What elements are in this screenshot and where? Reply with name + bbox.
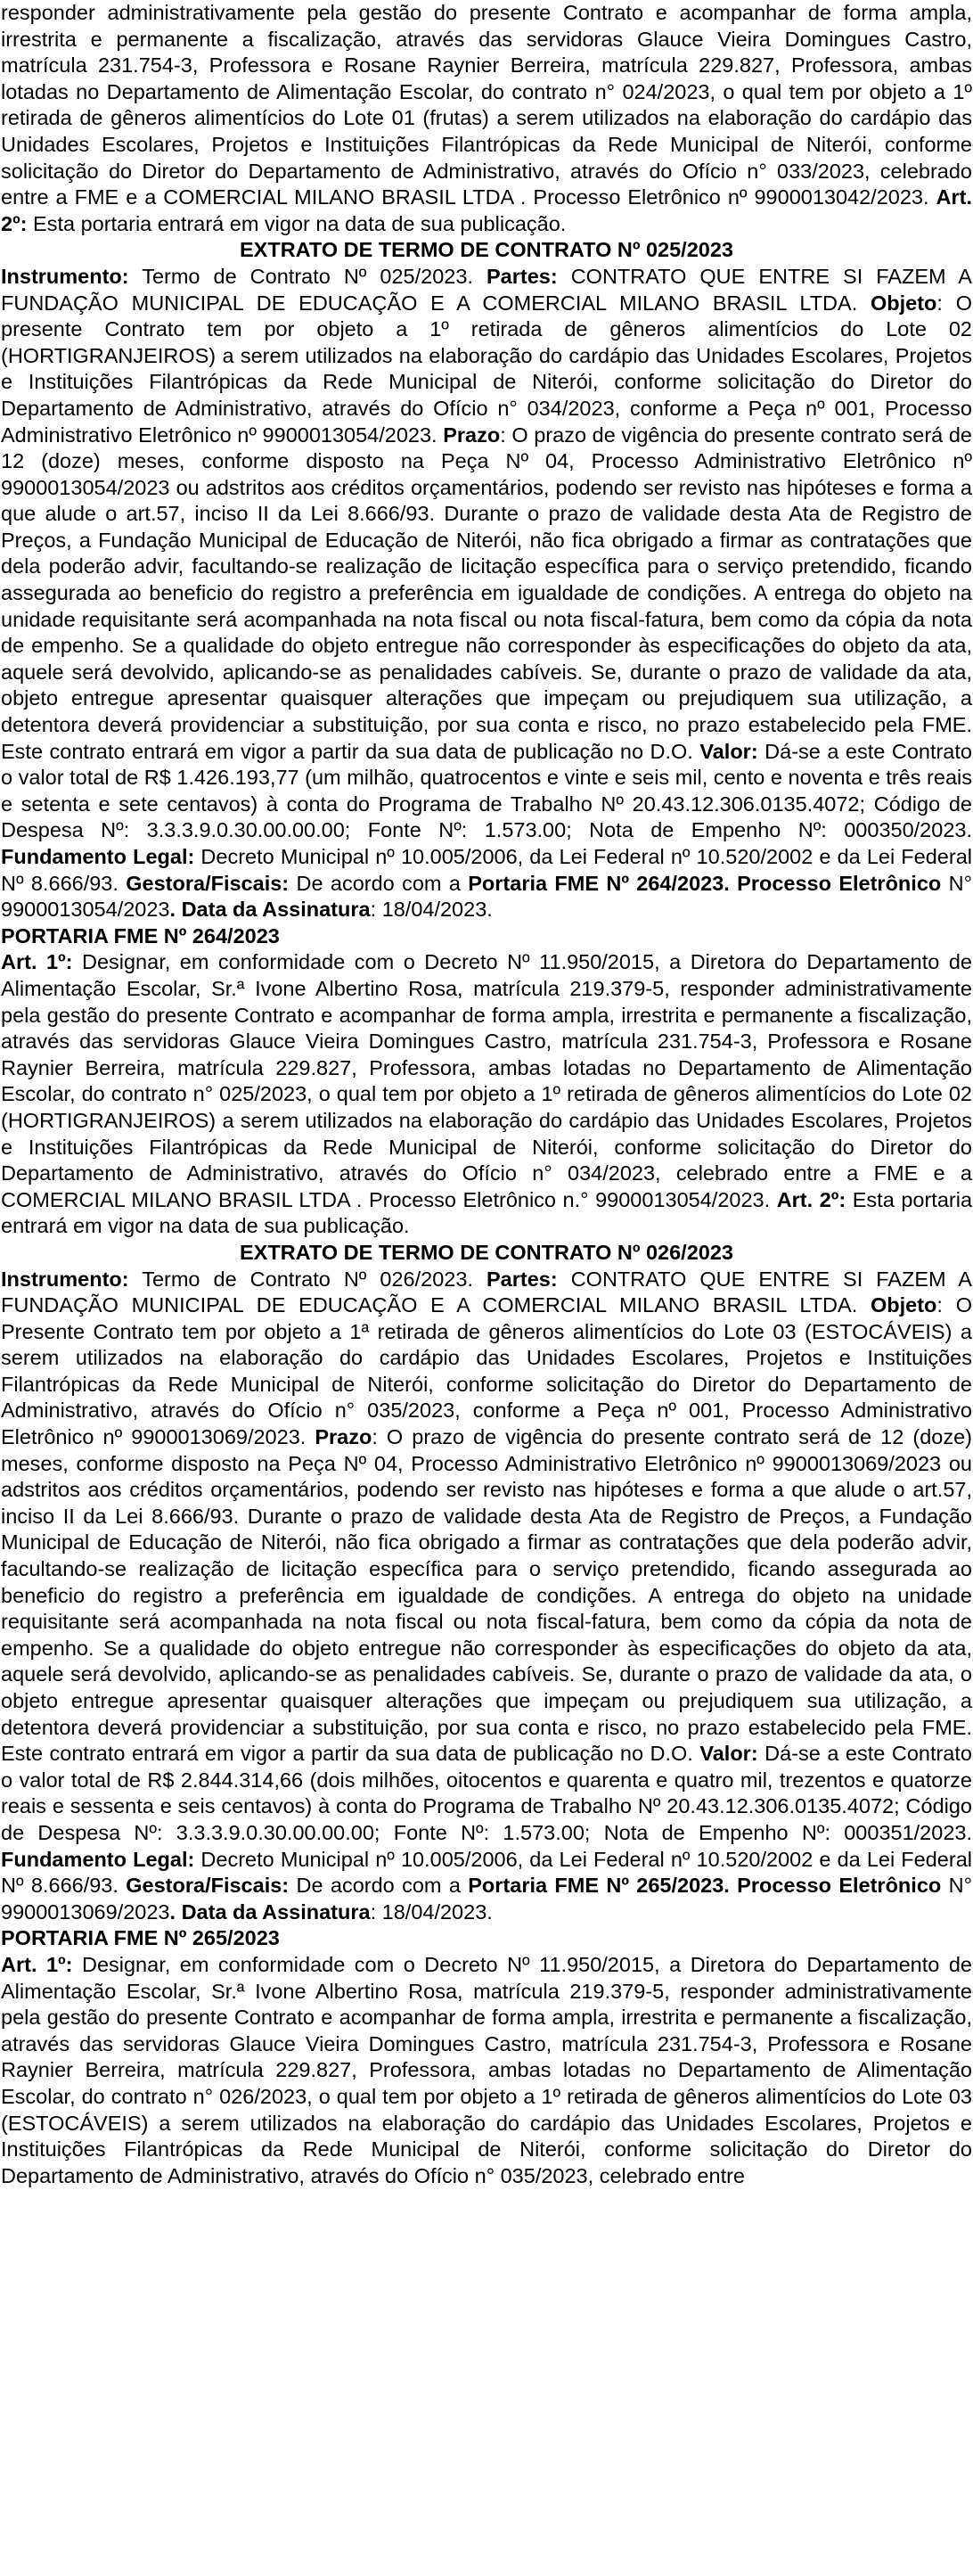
bold-label: Objeto (871, 291, 937, 315)
bold-label: Portaria FME Nº 264/2023. Processo Eletrônico (468, 871, 942, 895)
bold-label: Art. 1º: (1, 950, 73, 974)
text-run: De acordo com a (289, 871, 469, 895)
bold-label: Valor: (699, 739, 758, 763)
text-run: : 18/04/2023. (370, 898, 493, 922)
bold-label: Art. 2º: (1, 185, 972, 235)
text-run: Termo de Contrato Nº 026/2023. (128, 1267, 487, 1291)
bold-label: Art. 1º: (1, 1952, 73, 1976)
text-run: Decreto Municipal nº 10.005/2006, da Lei Federal nº 10.520/2002 e da Lei Federal Nº 8.666/93. (1, 845, 972, 895)
bold-label: EXTRATO DE TERMO DE CONTRATO Nº 025/2023 (240, 238, 733, 262)
bold-label: . Data da Assinatura (169, 1899, 371, 1924)
bold-label: Partes: (486, 264, 558, 288)
text-run: Esta portaria entrará em vigor na data de sua publicação. (27, 211, 567, 235)
text-run: N° 9900013069/2023 (1, 1874, 972, 1924)
text-run: CONTRATO QUE ENTRE SI FAZEM A FUNDAÇÃO MUNICIPAL DE EDUCAÇÃO E A COMERCIAL MILANO BRASIL LTDA. (1, 264, 972, 315)
text-run: : O prazo de vigência do presente contrato será de 12 (doze) meses, conforme disposto na Peça Nº 04, Processo Administrativo Eletrônico nº 9900013054/2023 ou adstritos aos créditos orçamentários, podendo ser revisto nas hipóteses e forma a que alude o art.57, inciso II da Lei 8.666/93. Durante o prazo de validade desta Ata de Registro de Preços, a Fundação Municipal de Educação de Niterói, não fica obrigado a firmar as contratações que dela poderão advir, facultando-se realização de licitação específica para o serviço pretendido, ficando assegurada ao beneficio do registro a preferência em igualdade de condições. A entrega do objeto na unidade requisitante será acompanhada na nota fiscal ou nota fiscal-fatura, bem como da cópia da nota de empenho. Se a qualidade do objeto entregue não corresponder às especificações do objeto da ata, aquele será devolvido, aplicando-se as penalidades cabíveis. Se, durante o prazo de validade da ata, objeto entregue apresentar quaisquer alterações que impeçam ou prejudiquem sua utilização, a detentora deverá providenciar a substituição, por sua conta e risco, no prazo estabelecido pela FME. Este contrato entrará em vigor a partir da sua data de publicação no D.O. (1, 422, 972, 763)
bold-label: Gestora/Fiscais: (126, 1874, 290, 1898)
bold-label: PORTARIA FME Nº 264/2023 (1, 923, 280, 948)
bold-label: EXTRATO DE TERMO DE CONTRATO Nº 026/2023 (240, 1240, 733, 1264)
bold-label: Objeto (871, 1293, 937, 1317)
portaria-heading (1, 1925, 972, 1952)
text-run: : O Presente Contrato tem por objeto a 1ª retirada de gêneros alimentícios do Lote 03 (ESTOCÁVEIS) a serem utilizados na elaboração do cardápio das Unidades Escolares, Projetos e Instituições Filantrópicas da Rede Municipal de Niterói, conforme solicitação do Diretor do Departamento de Administrativo, através do Ofício n° 035/2023, conforme a Peça nº 001, Processo Administrativo Eletrônico nº 9900013069/2023. (1, 1293, 972, 1449)
bold-label: Art. 2º: (776, 1187, 846, 1211)
bold-label: Prazo (315, 1425, 372, 1449)
text-run: Designar, em conformidade com o Decreto Nº 11.950/2015, a Diretora do Departamento de Alimentação Escolar, Sr.ª Ivone Albertino Rosa, matrícula 219.379-5, responder administrativamente pela gestão do presente Contrato e acompanhar de forma ampla, irrestrita e permanente a fiscalização, através das servidoras Glauce Vieira Domingues Castro, matrícula 231.754-3, Professora e Rosane Raynier Berreira, matrícula 229.827, Professora, ambas lotadas no Departamento de Alimentação Escolar, do contrato n° 025/2023, o qual tem por objeto a 1º retirada de gêneros alimentícios do Lote 02 (HORTIGRANJEIROS) a serem utilizados na elaboração do cardápio das Unidades Escolares, Projetos e Instituições Filantrópicas da Rede Municipal de Niterói, conforme solicitação do Diretor do Departamento de Administrativo, através do Ofício n° 034/2023, celebrado entre a FME e a COMERCIAL MILANO BRASIL LTDA . Processo Eletrônico n.° 9900013054/2023. (1, 950, 973, 1211)
body-paragraph (1, 264, 972, 923)
bold-label: Gestora/Fiscais: (126, 871, 290, 895)
bold-label: Fundamento Legal: (1, 845, 195, 868)
text-run: Decreto Municipal nº 10.005/2006, da Lei Federal nº 10.520/2002 e da Lei Federal Nº 8.666/93. (1, 1847, 972, 1898)
text-run: Termo de Contrato Nº 025/2023. (128, 264, 487, 288)
text-run: CONTRATO QUE ENTRE SI FAZEM A FUNDAÇÃO MUNICIPAL DE EDUCAÇÃO E A COMERCIAL MILANO BRASIL LTDA. (1, 1267, 972, 1317)
text-run: : 18/04/2023. (370, 1899, 493, 1924)
text-run: Designar, em conformidade com o Decreto Nº 11.950/2015, a Diretora do Departamento de Alimentação Escolar, Sr.ª Ivone Albertino Rosa, matrícula 219.379-5, responder administrativamente pela gestão do presente Contrato e acompanhar de forma ampla, irrestrita e permanente a fiscalização, através das servidoras Glauce Vieira Domingues Castro, matrícula 231.754-3, Professora e Rosane Raynier Berreira, matrícula 229.827, Professora, ambas lotadas no Departamento de Alimentação Escolar, do contrato n° 026/2023, o qual tem por objeto a 1º retirada de gêneros alimentícios do Lote 03 (ESTOCÁVEIS) a serem utilizados na elaboração do cardápio das Unidades Escolares, Projetos e Instituições Filantrópicas da Rede Municipal de Niterói, conforme solicitação do Diretor do Departamento de Administrativo, através do Ofício n° 035/2023, celebrado entre (1, 1952, 973, 2187)
bold-label: Prazo (443, 422, 501, 447)
bold-label: Valor: (699, 1742, 758, 1766)
text-run: : O presente Contrato tem por objeto a 1º retirada de gêneros alimentícios do Lote 02 (HORTIGRANJEIROS) a serem utilizados na elaboração do cardápio das Unidades Escolares, Projetos e Instituições Filantrópicas da Rede Municipal de Niterói, conforme solicitação do Diretor do Departamento de Administrativo, através do Ofício n° 034/2023, conforme a Peça nº 001, Processo Administrativo Eletrônico nº 9900013054/2023. (1, 291, 972, 447)
portaria-heading (1, 923, 972, 950)
text-run: Dá-se a este Contrato o valor total de R$ 2.844.314,66 (dois milhões, oitocentos e quarenta e quatro mil, trezentos e quatorze reais e sessenta e seis centavos) à conta do Programa de Trabalho Nº 20.43.12.306.0135.4072; Código de Despesa Nº: 3.3.3.9.0.30.00.00.00; Fonte Nº: 1.573.00; Nota de Empenho Nº: 000351/2023. (1, 1742, 972, 1844)
section-title (1, 237, 972, 264)
bold-label: PORTARIA FME Nº 265/2023 (1, 1926, 280, 1950)
text-run: responder administrativamente pela gestão do presente Contrato e acompanhar de forma ampla, irrestrita e permanente a fiscalização, através das servidoras Glauce Vieira Domingues Castro, matrícula 231.754-3, Professora e Rosane Raynier Berreira, matrícula 229.827, Professora, ambas lotadas no Departamento de Alimentação Escolar, do contrato n° 024/2023, o qual tem por objeto a 1º retirada de gêneros alimentícios do Lote 01 (frutas) a serem utilizados na elaboração do cardápio das Unidades Escolares, Projetos e Instituições Filantrópicas da Rede Municipal de Niterói, conforme solicitação do Diretor do Departamento de Administrativo, através do Ofício n° 033/2023, celebrado entre a FME e a COMERCIAL MILANO BRASIL LTDA . Processo Eletrônico nº 9900013042/2023. (1, 1, 972, 209)
bold-label: Fundamento Legal: (1, 1847, 195, 1871)
text-run: N° 9900013054/2023 (1, 871, 972, 922)
bold-label: Partes: (486, 1267, 558, 1291)
bold-label: . Data da Assinatura (169, 898, 371, 922)
body-paragraph (1, 1952, 972, 2189)
text-run: Dá-se a este Contrato o valor total de R$ 1.426.193,77 (um milhão, quatrocentos e vinte e seis mil, cento e noventa e três reais e setenta e sete centavos) à conta do Programa de Trabalho Nº 20.43.12.306.0135.4072; Código de Despesa Nº: 3.3.3.9.0.30.00.00.00; Fonte Nº: 1.573.00; Nota de Empenho Nº: 000350/2023. (1, 739, 972, 842)
text-run: De acordo com a (289, 1874, 469, 1898)
text-run: Esta portaria entrará em vigor na data de sua publicação. (1, 1187, 973, 1238)
text-run: : O prazo de vigência do presente contrato será de 12 (doze) meses, conforme disposto na Peça Nº 04, Processo Administrativo Eletrônico nº 9900013069/2023 ou adstritos aos créditos orçamentários, podendo ser revisto nas hipóteses e forma a que alude o art.57, inciso II da Lei 8.666/93. Durante o prazo de validade desta Ata de Registro de Preços, a Fundação Municipal de Educação de Niterói, não fica obrigado a firmar as contratações que dela poderão advir, facultando-se realização de licitação específica para o serviço pretendido, ficando assegurada ao beneficio do registro a preferência em igualdade de condições. A entrega do objeto na unidade requisitante será acompanhada na nota fiscal ou nota fiscal-fatura, bem como da cópia da nota de empenho. Se a qualidade do objeto entregue não corresponder às especificações do objeto da ata, aquele será devolvido, aplicando-se as penalidades cabíveis. Se, durante o prazo de validade da ata, o objeto entregue apresentar quaisquer alterações que impeçam ou prejudiquem sua utilização, a detentora deverá providenciar a substituição, por sua conta e risco, no prazo estabelecido pela FME. Este contrato entrará em vigor a partir da sua data de publicação no D.O. (1, 1425, 972, 1766)
bold-label: Instrumento: (1, 1267, 129, 1291)
body-paragraph (1, 1267, 972, 1926)
section-title (1, 1240, 972, 1267)
body-paragraph (1, 0, 972, 237)
bold-label: Portaria FME Nº 265/2023. Processo Eletrônico (468, 1874, 942, 1898)
body-paragraph (1, 949, 972, 1240)
bold-label: Instrumento: (1, 264, 129, 288)
